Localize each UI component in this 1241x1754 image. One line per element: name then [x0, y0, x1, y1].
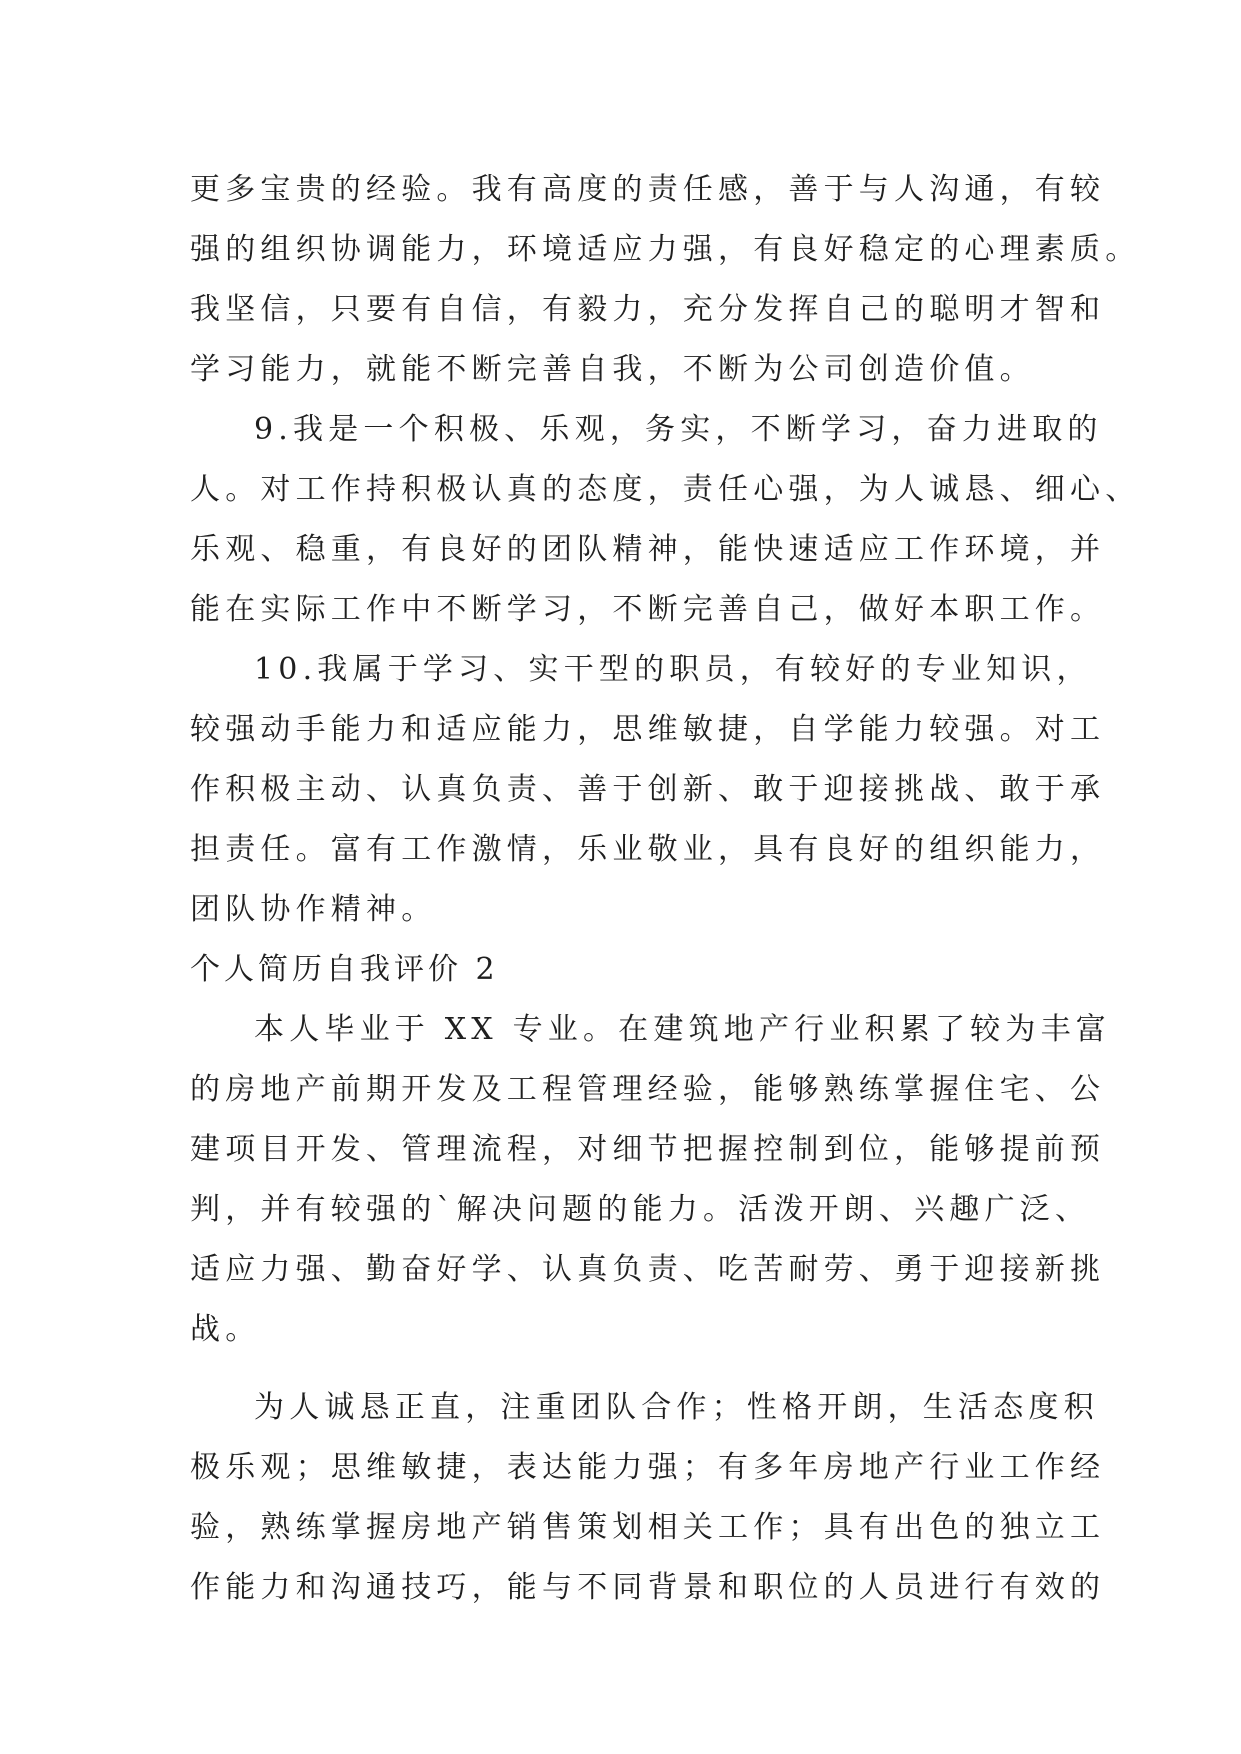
paragraph-start: 本人毕业于 XX 专业。在建筑地产行业积累了较为丰富 [254, 1012, 1111, 1047]
text-line: 团队协作精神。 [190, 892, 437, 927]
text-line: 强的组织协调能力，环境适应力强，有良好稳定的心理素质。 [190, 232, 1141, 267]
text-line: 验，熟练掌握房地产销售策划相关工作；具有出色的独立工 [190, 1510, 1106, 1545]
section-heading: 个人简历自我评价 2 [190, 952, 499, 987]
text-line: 较强动手能力和适应能力，思维敏捷，自学能力较强。对工 [190, 712, 1106, 747]
text-line: 判，并有较强的`解决问题的能力。活泼开朗、兴趣广泛、 [190, 1192, 1091, 1227]
text-line: 作积极主动、认真负责、善于创新、敢于迎接挑战、敢于承 [190, 772, 1106, 807]
text-line: 适应力强、勤奋好学、认真负责、吃苦耐劳、勇于迎接新挑 [190, 1252, 1106, 1287]
text-line: 建项目开发、管理流程，对细节把握控制到位，能够提前预 [190, 1132, 1106, 1167]
text-line: 极乐观；思维敏捷，表达能力强；有多年房地产行业工作经 [190, 1450, 1106, 1485]
text-line: 作能力和沟通技巧，能与不同背景和职位的人员进行有效的 [190, 1570, 1106, 1605]
paragraph-9-start: 9.我是一个积极、乐观，务实，不断学习，奋力进取的 [254, 412, 1103, 447]
text-line: 更多宝贵的经验。我有高度的责任感，善于与人沟通，有较 [190, 172, 1106, 207]
document-body [190, 160, 1141, 1618]
text-line: 能在实际工作中不断学习，不断完善自己，做好本职工作。 [190, 592, 1106, 627]
text-line: 人。对工作持积极认真的态度，责任心强，为人诚恳、细心、 [190, 472, 1141, 507]
paragraph-start: 为人诚恳正直，注重团队合作；性格开朗，生活态度积 [254, 1390, 1099, 1425]
text-line: 战。 [190, 1312, 261, 1347]
paragraph-10-start: 10.我属于学习、实干型的职员，有较好的专业知识， [254, 652, 1092, 687]
text-line: 乐观、稳重，有良好的团队精神，能快速适应工作环境，并 [190, 532, 1106, 567]
text-line: 的房地产前期开发及工程管理经验，能够熟练掌握住宅、公 [190, 1072, 1106, 1107]
paragraph-gap [190, 1360, 1060, 1378]
text-line: 我坚信，只要有自信，有毅力，充分发挥自己的聪明才智和 [190, 292, 1106, 327]
text-line: 担责任。富有工作激情，乐业敬业，具有良好的组织能力， [190, 832, 1106, 867]
text-line: 学习能力，就能不断完善自我，不断为公司创造价值。 [190, 352, 1035, 387]
